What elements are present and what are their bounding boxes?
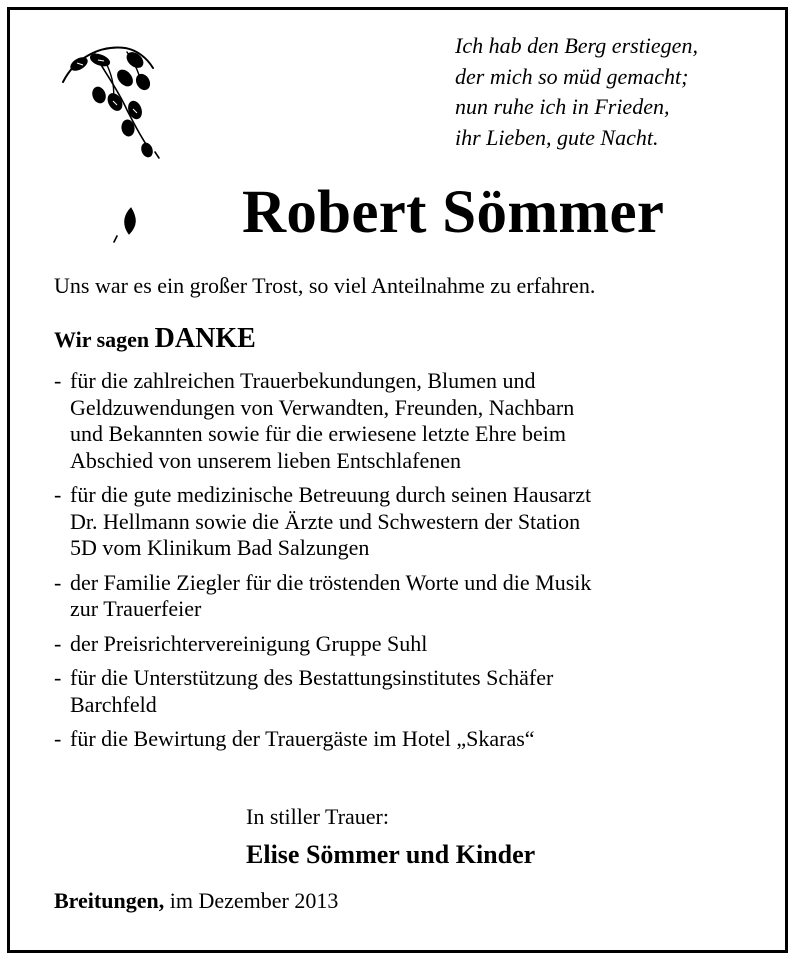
- place-date: [54, 887, 338, 915]
- item-dash: -: [54, 630, 62, 656]
- item-line: Barchfeld: [70, 691, 157, 717]
- poem-line: der mich so müd gemacht;: [455, 63, 689, 89]
- item-line: für die gute medizinische Betreuung durch seinen Hausarzt: [70, 482, 592, 507]
- item-line: Dr. Hellmann sowie die Ärzte und Schwestern der Station: [70, 508, 581, 534]
- deceased-name: Robert Sömmer: [242, 179, 665, 246]
- leafy-branch-icon: [55, 40, 175, 250]
- item-dash: -: [54, 569, 62, 595]
- mourning-line: In stiller Trauer:: [246, 804, 389, 829]
- poem-line: Ich hab den Berg erstiegen,: [455, 33, 698, 58]
- item-line: der Familie Ziegler für die tröstenden Worte und die Musik: [70, 569, 592, 595]
- item-line: zur Trauerfeier: [70, 596, 202, 621]
- thanks-list: [54, 368, 784, 761]
- item-dash: -: [54, 482, 62, 507]
- thanks-item: [54, 368, 784, 474]
- thanks-item: [54, 570, 784, 623]
- date: im Dezember 2013: [164, 888, 339, 913]
- item-dash: -: [54, 665, 62, 690]
- item-line: Abschied von unserem lieben Entschlafenen: [70, 447, 461, 473]
- poem: [455, 31, 785, 153]
- family-signature: Elise Sömmer und Kinder: [246, 840, 536, 869]
- place: Breitungen,: [54, 888, 165, 913]
- item-dash: -: [54, 726, 62, 751]
- item-line: für die zahlreichen Trauerbekundungen, Blumen und: [70, 368, 536, 393]
- thanks-word: DANKE: [154, 323, 256, 354]
- thanks-item: [54, 482, 784, 562]
- intro-text: Uns war es ein großer Trost, so viel Anteilnahme zu erfahren.: [54, 273, 596, 298]
- thanks-prefix: Wir sagen: [54, 327, 155, 352]
- item-line: für die Bewirtung der Trauergäste im Hotel „Skaras“: [70, 726, 535, 751]
- poem-line: ihr Lieben, gute Nacht.: [455, 124, 659, 150]
- item-dash: -: [54, 368, 62, 393]
- thanks-item: [54, 665, 784, 718]
- thanks-item: [54, 726, 784, 753]
- item-line: und Bekannten sowie für die erwiesene letzte Ehre beim: [70, 421, 567, 446]
- item-line: für die Unterstützung des Bestattungsinstitutes Schäfer: [70, 665, 554, 690]
- poem-line: nun ruhe ich in Frieden,: [455, 94, 670, 119]
- item-line: 5D vom Klinikum Bad Salzungen: [70, 535, 370, 560]
- thanks-item: [54, 631, 784, 658]
- item-line: der Preisrichtervereinigung Gruppe Suhl: [70, 630, 428, 656]
- thanks-heading: [54, 323, 256, 355]
- item-line: Geldzuwendungen von Verwandten, Freunden, Nachbarn: [70, 394, 575, 420]
